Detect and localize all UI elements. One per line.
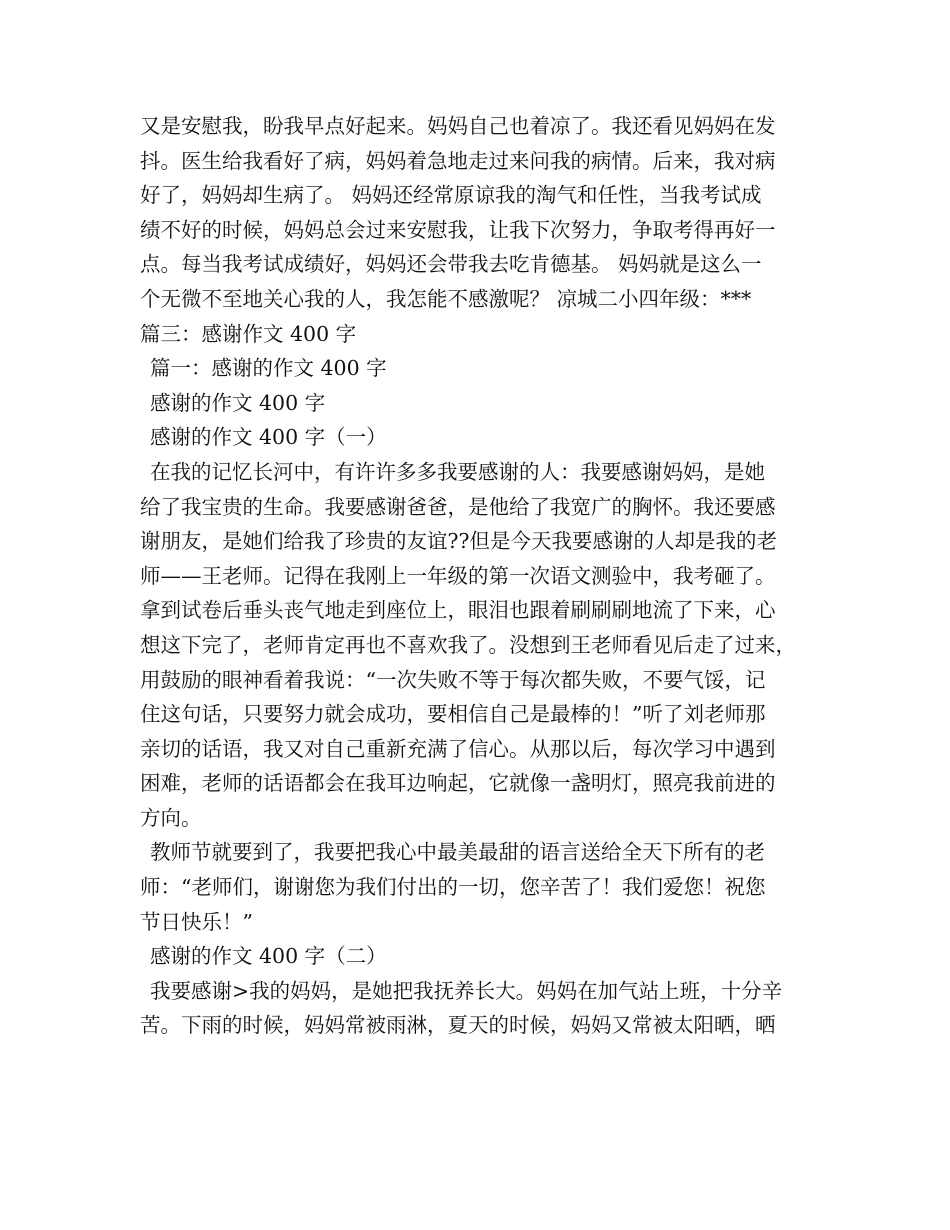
text-line: 亲切的话语，我又对自己重新充满了信心。从那以后，每次学习中遇到	[140, 736, 776, 761]
text-line: 我要感谢>我的妈妈，是她把我抚养长大。妈妈在加气站上班，十分辛	[150, 978, 783, 1003]
article-title: 感谢的作文 400 字	[150, 390, 326, 415]
text-line: 点。每当我考试成绩好，妈妈还会带我去吃肯德基。 妈妈就是这么一	[140, 252, 762, 277]
text-line: 在我的记忆长河中，有许许多多我要感谢的人：我要感谢妈妈，是她	[150, 459, 765, 484]
text-line: 苦。下雨的时候，妈妈常被雨淋，夏天的时候，妈妈又常被太阳晒，晒	[140, 1013, 776, 1038]
text-line: 师——王老师。记得在我刚上一年级的第一次语文测验中，我考砸了。	[140, 563, 776, 588]
text-line: 好了，妈妈却生病了。 妈妈还经常原谅我的淘气和任性，当我考试成	[140, 183, 762, 208]
text-line: 谢朋友，是她们给我了珍贵的友谊??但是今天我要感谢的人却是我的老	[140, 529, 777, 554]
text-line: 节日快乐！”	[140, 909, 253, 934]
section-heading: 篇一：感谢的作文 400 字	[150, 356, 387, 381]
text-line: 住这句话，只要努力就会成功，要相信自己是最棒的！”听了刘老师那	[140, 702, 766, 727]
text-line: 困难，老师的话语都会在我耳边响起，它就像一盏明灯，照亮我前进的	[140, 771, 776, 796]
text-line: 用鼓励的眼神看着我说：“一次失败不等于每次都失败，不要气馁，记	[140, 667, 766, 692]
article-subtitle: 感谢的作文 400 字（二）	[150, 944, 387, 969]
text-line: 给了我宝贵的生命。我要感谢爸爸，是他给了我宽广的胸怀。我还要感	[140, 494, 776, 519]
text-line: 拿到试卷后垂头丧气地走到座位上，眼泪也跟着刷刷刷地流了下来，心	[140, 598, 776, 623]
text-line: 方向。	[140, 805, 202, 830]
text-line: 个无微不至地关心我的人，我怎能不感激呢？ 凉城二小四年级：***	[140, 286, 752, 311]
text-line: 绩不好的时候，妈妈总会过来安慰我，让我下次努力，争取考得再好一	[140, 217, 776, 242]
text-line: 抖。医生给我看好了病，妈妈着急地走过来问我的病情。后来，我对病	[140, 148, 776, 173]
article-subtitle: 感谢的作文 400 字（一）	[150, 425, 387, 450]
section-heading: 篇三：感谢作文 400 字	[140, 321, 357, 346]
text-line: 想这下完了，老师肯定再也不喜欢我了。没想到王老师看见后走了过来，	[140, 632, 796, 657]
document-body	[140, 109, 830, 1043]
text-line: 又是安慰我，盼我早点好起来。妈妈自己也着凉了。我还看见妈妈在发	[140, 114, 776, 138]
text-line: 师：“老师们，谢谢您为我们付出的一切，您辛苦了！我们爱您！祝您	[140, 875, 766, 900]
text-line: 教师节就要到了，我要把我心中最美最甜的语言送给全天下所有的老	[150, 840, 765, 865]
